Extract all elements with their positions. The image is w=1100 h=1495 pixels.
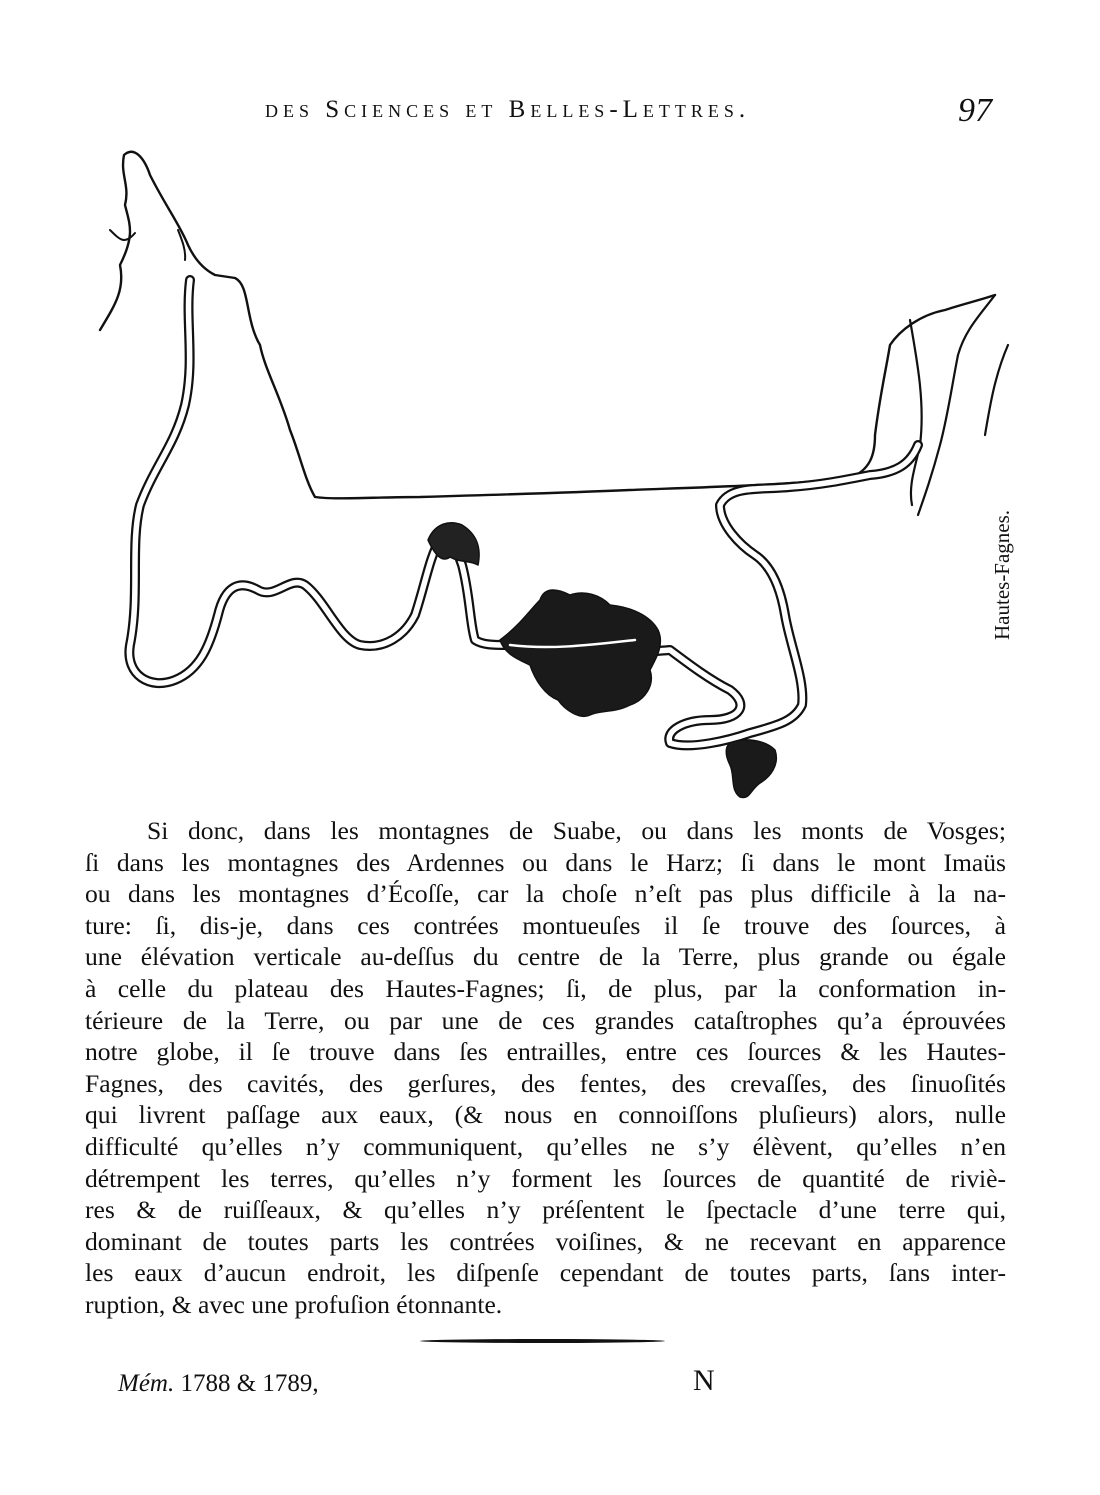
- tributary-stream: [910, 320, 922, 505]
- river-channel: [129, 280, 918, 745]
- text-line: térieure de la Terre, ou par une de ces grandes cataſtrophes qu’a éprouvées: [85, 1005, 1006, 1035]
- mountain-ridge-outline: [100, 152, 995, 499]
- page-number: 97: [958, 92, 992, 129]
- text-line: les eaux d’aucun endroit, les diſpenſe cependant de toutes parts, ſans inter-: [85, 1258, 1006, 1288]
- text-line: Fagnes, des cavités, des gerſures, des fentes, des crevaſſes, des ſinuoſités: [85, 1068, 1006, 1098]
- signature-mark: N: [693, 1364, 715, 1397]
- mountain-spur: [110, 230, 135, 240]
- text-line: une élévation verticale au-deſſus du centre de la Terre, plus grande ou égale: [85, 942, 1006, 972]
- section-rule: [420, 1339, 665, 1343]
- map-figure: [90, 145, 1020, 815]
- text-line: ture: ſi, dis-je, dans ces contrées montueuſes il ſe trouve des ſources, à: [85, 910, 1006, 940]
- text-line: res & de ruiſſeaux, & qu’elles n’y préſentent le ſpectacle d’une terre qui,: [85, 1195, 1006, 1225]
- volume-citation: [118, 1370, 319, 1398]
- text-line: Si donc, dans les montagnes de Suabe, ou dans les monts de Vosges;: [147, 816, 1006, 845]
- text-line: détrempent les terres, qu’elles n’y forment les ſources de quantité de riviè-: [85, 1163, 1006, 1193]
- text-line: ſi dans les montagnes des Ardennes ou dans le Harz; ſi dans le mont Imaüs: [85, 847, 1006, 877]
- tributary-stream: [918, 295, 995, 515]
- text-line: ruption, & avec une profuſion étonnante.: [85, 1289, 503, 1319]
- running-head: des Sciences et Belles-Lettres.: [265, 96, 751, 123]
- volume-years: 1788 & 1789,: [180, 1370, 319, 1397]
- text-line: dominant de toutes parts les contrées voiſines, & ne recevant en apparence: [85, 1226, 1006, 1256]
- volume-abbrev: Mém.: [118, 1370, 175, 1397]
- text-line: à celle du plateau des Hautes-Fagnes; ſi, de plus, par la conformation in-: [85, 973, 1006, 1003]
- pool-mass: [726, 740, 776, 798]
- marsh-plateau: [500, 590, 660, 716]
- map-label-hautes-fagnes: Hautes-Fagnes.: [990, 509, 1014, 640]
- tributary-stream: [985, 345, 1008, 435]
- text-line: difficulté qu’elles n’y communiquent, qu’elles ne s’y élèvent, qu’elles n’en: [85, 1131, 1006, 1161]
- text-line: qui livrent paſſage aux eaux, (& nous en connoiſſons pluſieurs) alors, nulle: [85, 1100, 1006, 1130]
- text-line: ou dans les montagnes d’Écoſſe, car la choſe n’eſt pas plus difficile à la na-: [85, 879, 1006, 909]
- text-line: notre globe, il ſe trouve dans ſes entrailles, entre ces ſources & les Hautes-: [85, 1037, 1006, 1067]
- river-map-illustration: [90, 145, 1020, 815]
- body-paragraph: [85, 815, 1006, 1321]
